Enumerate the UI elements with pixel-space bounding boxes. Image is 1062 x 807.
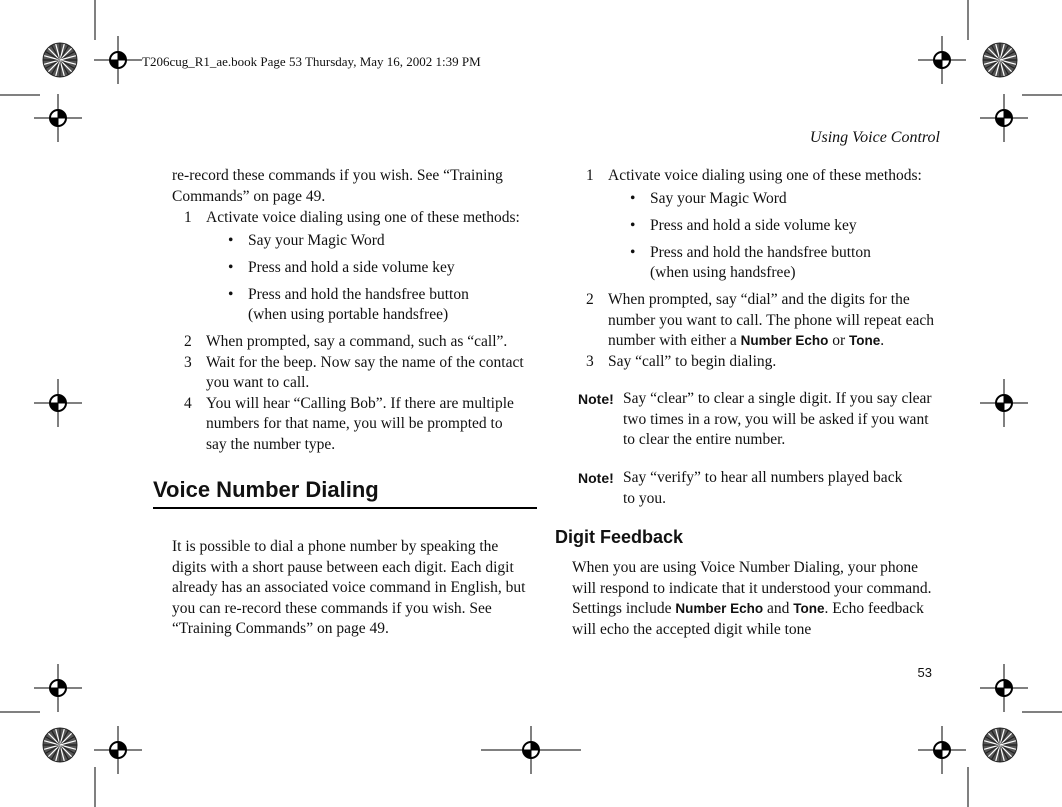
left-steps xyxy=(172,208,542,455)
number-echo-setting: Number Echo xyxy=(740,333,829,348)
print-info-line: T206cug_R1_ae.book Page 53 Thursday, May 16, 2002 1:39 PM xyxy=(142,54,481,69)
bullet-item: • Press and hold a side volume key xyxy=(228,258,542,279)
bullet-item: • Say your Magic Word xyxy=(630,189,946,210)
list-item: 3 Say “call” to begin dialing. xyxy=(586,352,777,370)
list-item: 2 When prompted, say a command, such as “call”. xyxy=(184,333,508,350)
list-item: 1 Activate voice dialing using one of these methods: • Say your Magic Word • Press and hold a side volume key • Press and hold the handsfree button (when using portable handsfree) xyxy=(172,208,542,326)
bullet-item: • Press and hold a side volume key xyxy=(630,216,946,237)
list-item: 4 You will hear “Calling Bob”. If there are multiple numbers for that name, you will be prompted to say the number type. xyxy=(184,394,514,453)
section-heading: Voice Number Dialing xyxy=(153,477,537,509)
right-bullets xyxy=(608,189,946,284)
bullet-item: • Say your Magic Word xyxy=(228,231,542,252)
list-item: 3 Wait for the beep. Now say the name of the contact you want to call. xyxy=(184,353,524,391)
digit-feedback-heading: Digit Feedback xyxy=(555,527,684,547)
bullet-item: • Press and hold the handsfree button (when using handsfree) xyxy=(630,243,946,284)
digit-feedback-paragraph: When you are using Voice Number Dialing, your phone will respond to indicate that it understood your command. Settings include Number Echo and Tone. Echo feedback will echo the accepted digit while tone xyxy=(572,559,932,638)
right-steps xyxy=(574,166,946,372)
right-column xyxy=(574,166,946,372)
page-number: 53 xyxy=(917,665,932,680)
running-header: Using Voice Control xyxy=(809,129,940,146)
intro-text: re-record these commands if you wish. See “Training Commands” on page 49. xyxy=(172,167,503,205)
note-clear: Note! Say “clear” to clear a single digit. If you say clear two times in a row, you will be asked if you want to clear the entire number. xyxy=(578,390,932,448)
note-verify: Note! Say “verify” to hear all numbers played back to you. xyxy=(578,469,903,507)
section-paragraph: It is possible to dial a phone number by speaking the digits with a short pause between each digit. Each digit already has an associated voice command in English, but you can re-record these commands if you wish. See “Training Commands” on page 49. xyxy=(172,538,526,637)
left-column xyxy=(172,166,542,455)
left-bullets xyxy=(206,231,542,326)
bullet-item: • Press and hold the handsfree button (when using portable handsfree) xyxy=(228,285,542,326)
list-item: 2 When prompted, say “dial” and the digits for the number you want to call. The phone will repeat each number with either a Number Echo or Tone. xyxy=(586,291,934,349)
list-item: 1 Activate voice dialing using one of these methods: • Say your Magic Word • Press and hold a side volume key • Press and hold the handsfree button (when using handsfree) xyxy=(574,166,946,284)
tone-setting: Tone xyxy=(849,333,881,348)
